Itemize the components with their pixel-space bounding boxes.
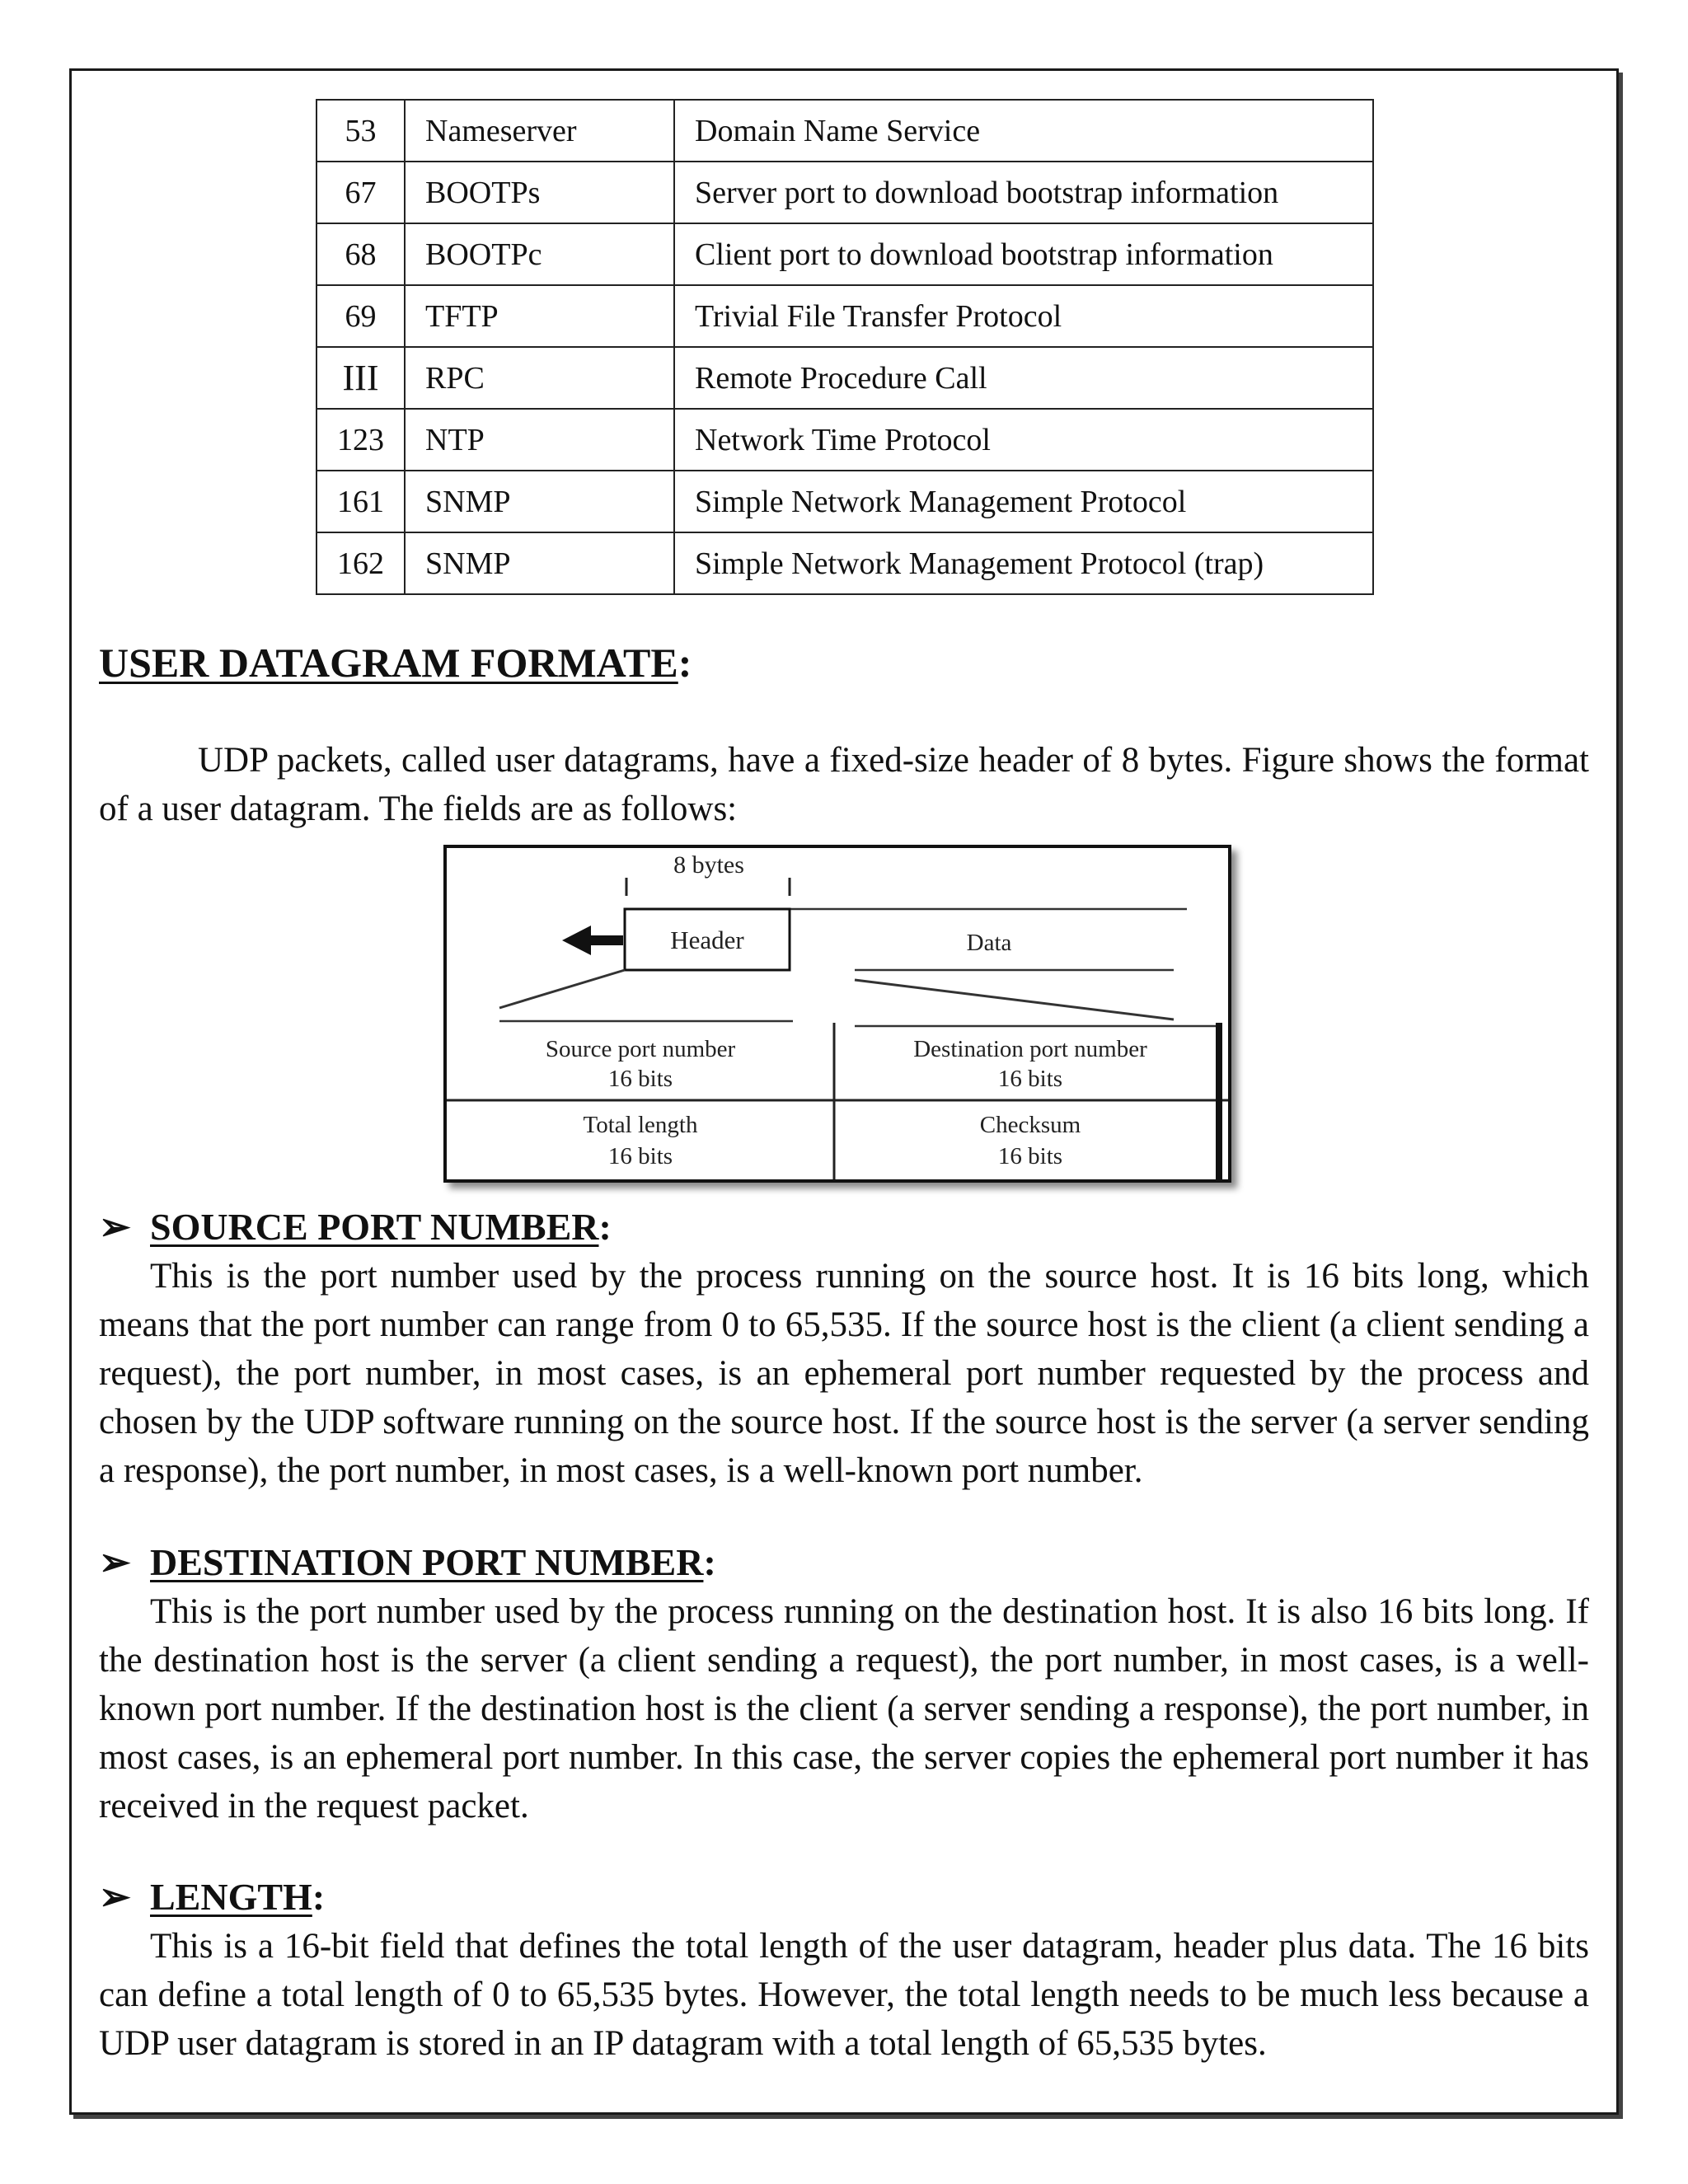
bullet-arrow-icon: ➢: [99, 1541, 131, 1583]
checksum-label: Checksum: [979, 1112, 1081, 1138]
port-table: [316, 99, 1374, 595]
total-length-bits: 16 bits: [607, 1143, 673, 1169]
port-number: 68: [316, 223, 405, 285]
table-row: [316, 285, 1373, 347]
port-description: Simple Network Management Protocol: [674, 471, 1373, 532]
length-title: LENGTH: [150, 1876, 312, 1918]
port-description: Network Time Protocol: [674, 409, 1373, 471]
port-description: Simple Network Management Protocol (trap): [674, 532, 1373, 594]
port-description: Client port to download bootstrap information: [674, 223, 1373, 285]
left-arrow-icon: [562, 926, 623, 955]
destination-port-bits: 16 bits: [997, 1066, 1063, 1092]
length-paragraph: This is a 16-bit field that defines the total length of the user datagram, header plus data. The 16 bits can define a total length of 0 to 65,535 bytes. However, the total length needs to be much less because a UDP user datagram is stored in an IP datagram with a total length of 65,535 bytes.: [99, 1927, 1589, 2063]
source-port-paragraph: This is the port number used by the process running on the source host. It is 16 bits long, which means that the port number can range from 0 to 65,535. If the source host is the client (a client sending a request), the port number, in most cases, is an ephemeral port number requested by the process and chosen by the UDP software running on the source host. If the source host is the server (a server sending a response), the port number, in most cases, is a well-known port number.: [99, 1257, 1589, 1490]
port-description: Trivial File Transfer Protocol: [674, 285, 1373, 347]
total-length-label: Total length: [583, 1112, 698, 1138]
header-label: Header: [670, 926, 744, 954]
protocol-name: BOOTPs: [405, 162, 674, 223]
source-port-label: Source port number: [545, 1036, 736, 1062]
bullet-arrow-icon: ➢: [99, 1206, 131, 1248]
protocol-name: NTP: [405, 409, 674, 471]
table-row: [316, 471, 1373, 532]
length-heading: ➢ LENGTH:: [99, 1876, 326, 1918]
source-port-bits: 16 bits: [607, 1066, 673, 1092]
source-port-title: SOURCE PORT NUMBER: [150, 1206, 599, 1248]
expand-line-right: [855, 980, 1174, 1019]
table-row: [316, 223, 1373, 285]
size-label: 8 bytes: [673, 851, 744, 879]
table-row: [316, 162, 1373, 223]
section-heading-text: USER DATAGRAM FORMATE: [99, 640, 678, 686]
destination-port-paragraph: This is the port number used by the process running on the destination host. It is also 16 bits long. If the destination host is the server (a client sending a request), the port number, in most cases, is a well-known port number. If the destination host is the client (a server sending a response), the port number, in most cases, is an ephemeral port number. In this case, the server copies the ephemeral port number it has received in the request packet.: [99, 1592, 1589, 1825]
port-number: 123: [316, 409, 405, 471]
port-number: 53: [316, 100, 405, 162]
port-number: 69: [316, 285, 405, 347]
port-number: III: [316, 347, 405, 409]
table-row: [316, 532, 1373, 594]
udp-datagram-figure: [443, 845, 1231, 1183]
port-description: Server port to download bootstrap information: [674, 162, 1373, 223]
expand-line-left: [499, 970, 625, 1008]
section-heading: USER DATAGRAM FORMATE:: [99, 640, 692, 686]
destination-port-title: DESTINATION PORT NUMBER: [150, 1541, 704, 1583]
protocol-name: BOOTPc: [405, 223, 674, 285]
checksum-bits: 16 bits: [997, 1143, 1063, 1169]
protocol-name: Nameserver: [405, 100, 674, 162]
table-row: [316, 347, 1373, 409]
protocol-name: TFTP: [405, 285, 674, 347]
port-description: Domain Name Service: [674, 100, 1373, 162]
bullet-arrow-icon: ➢: [99, 1876, 131, 1918]
port-description: Remote Procedure Call: [674, 347, 1373, 409]
table-row: [316, 100, 1373, 162]
port-number: 67: [316, 162, 405, 223]
destination-port-label: Destination port number: [913, 1036, 1147, 1062]
port-number: 161: [316, 471, 405, 532]
source-port-heading: ➢ SOURCE PORT NUMBER:: [99, 1206, 612, 1248]
data-label: Data: [966, 930, 1012, 956]
udp-diagram-svg: [447, 848, 1228, 1179]
table-row: [316, 409, 1373, 471]
port-number: 162: [316, 532, 405, 594]
protocol-name: SNMP: [405, 532, 674, 594]
protocol-name: RPC: [405, 347, 674, 409]
protocol-name: SNMP: [405, 471, 674, 532]
intro-paragraph: UDP packets, called user datagrams, have a fixed-size header of 8 bytes. Figure shows the format of a user datagram. The fields are as follows:: [99, 741, 1589, 828]
destination-port-heading: ➢ DESTINATION PORT NUMBER:: [99, 1541, 716, 1583]
